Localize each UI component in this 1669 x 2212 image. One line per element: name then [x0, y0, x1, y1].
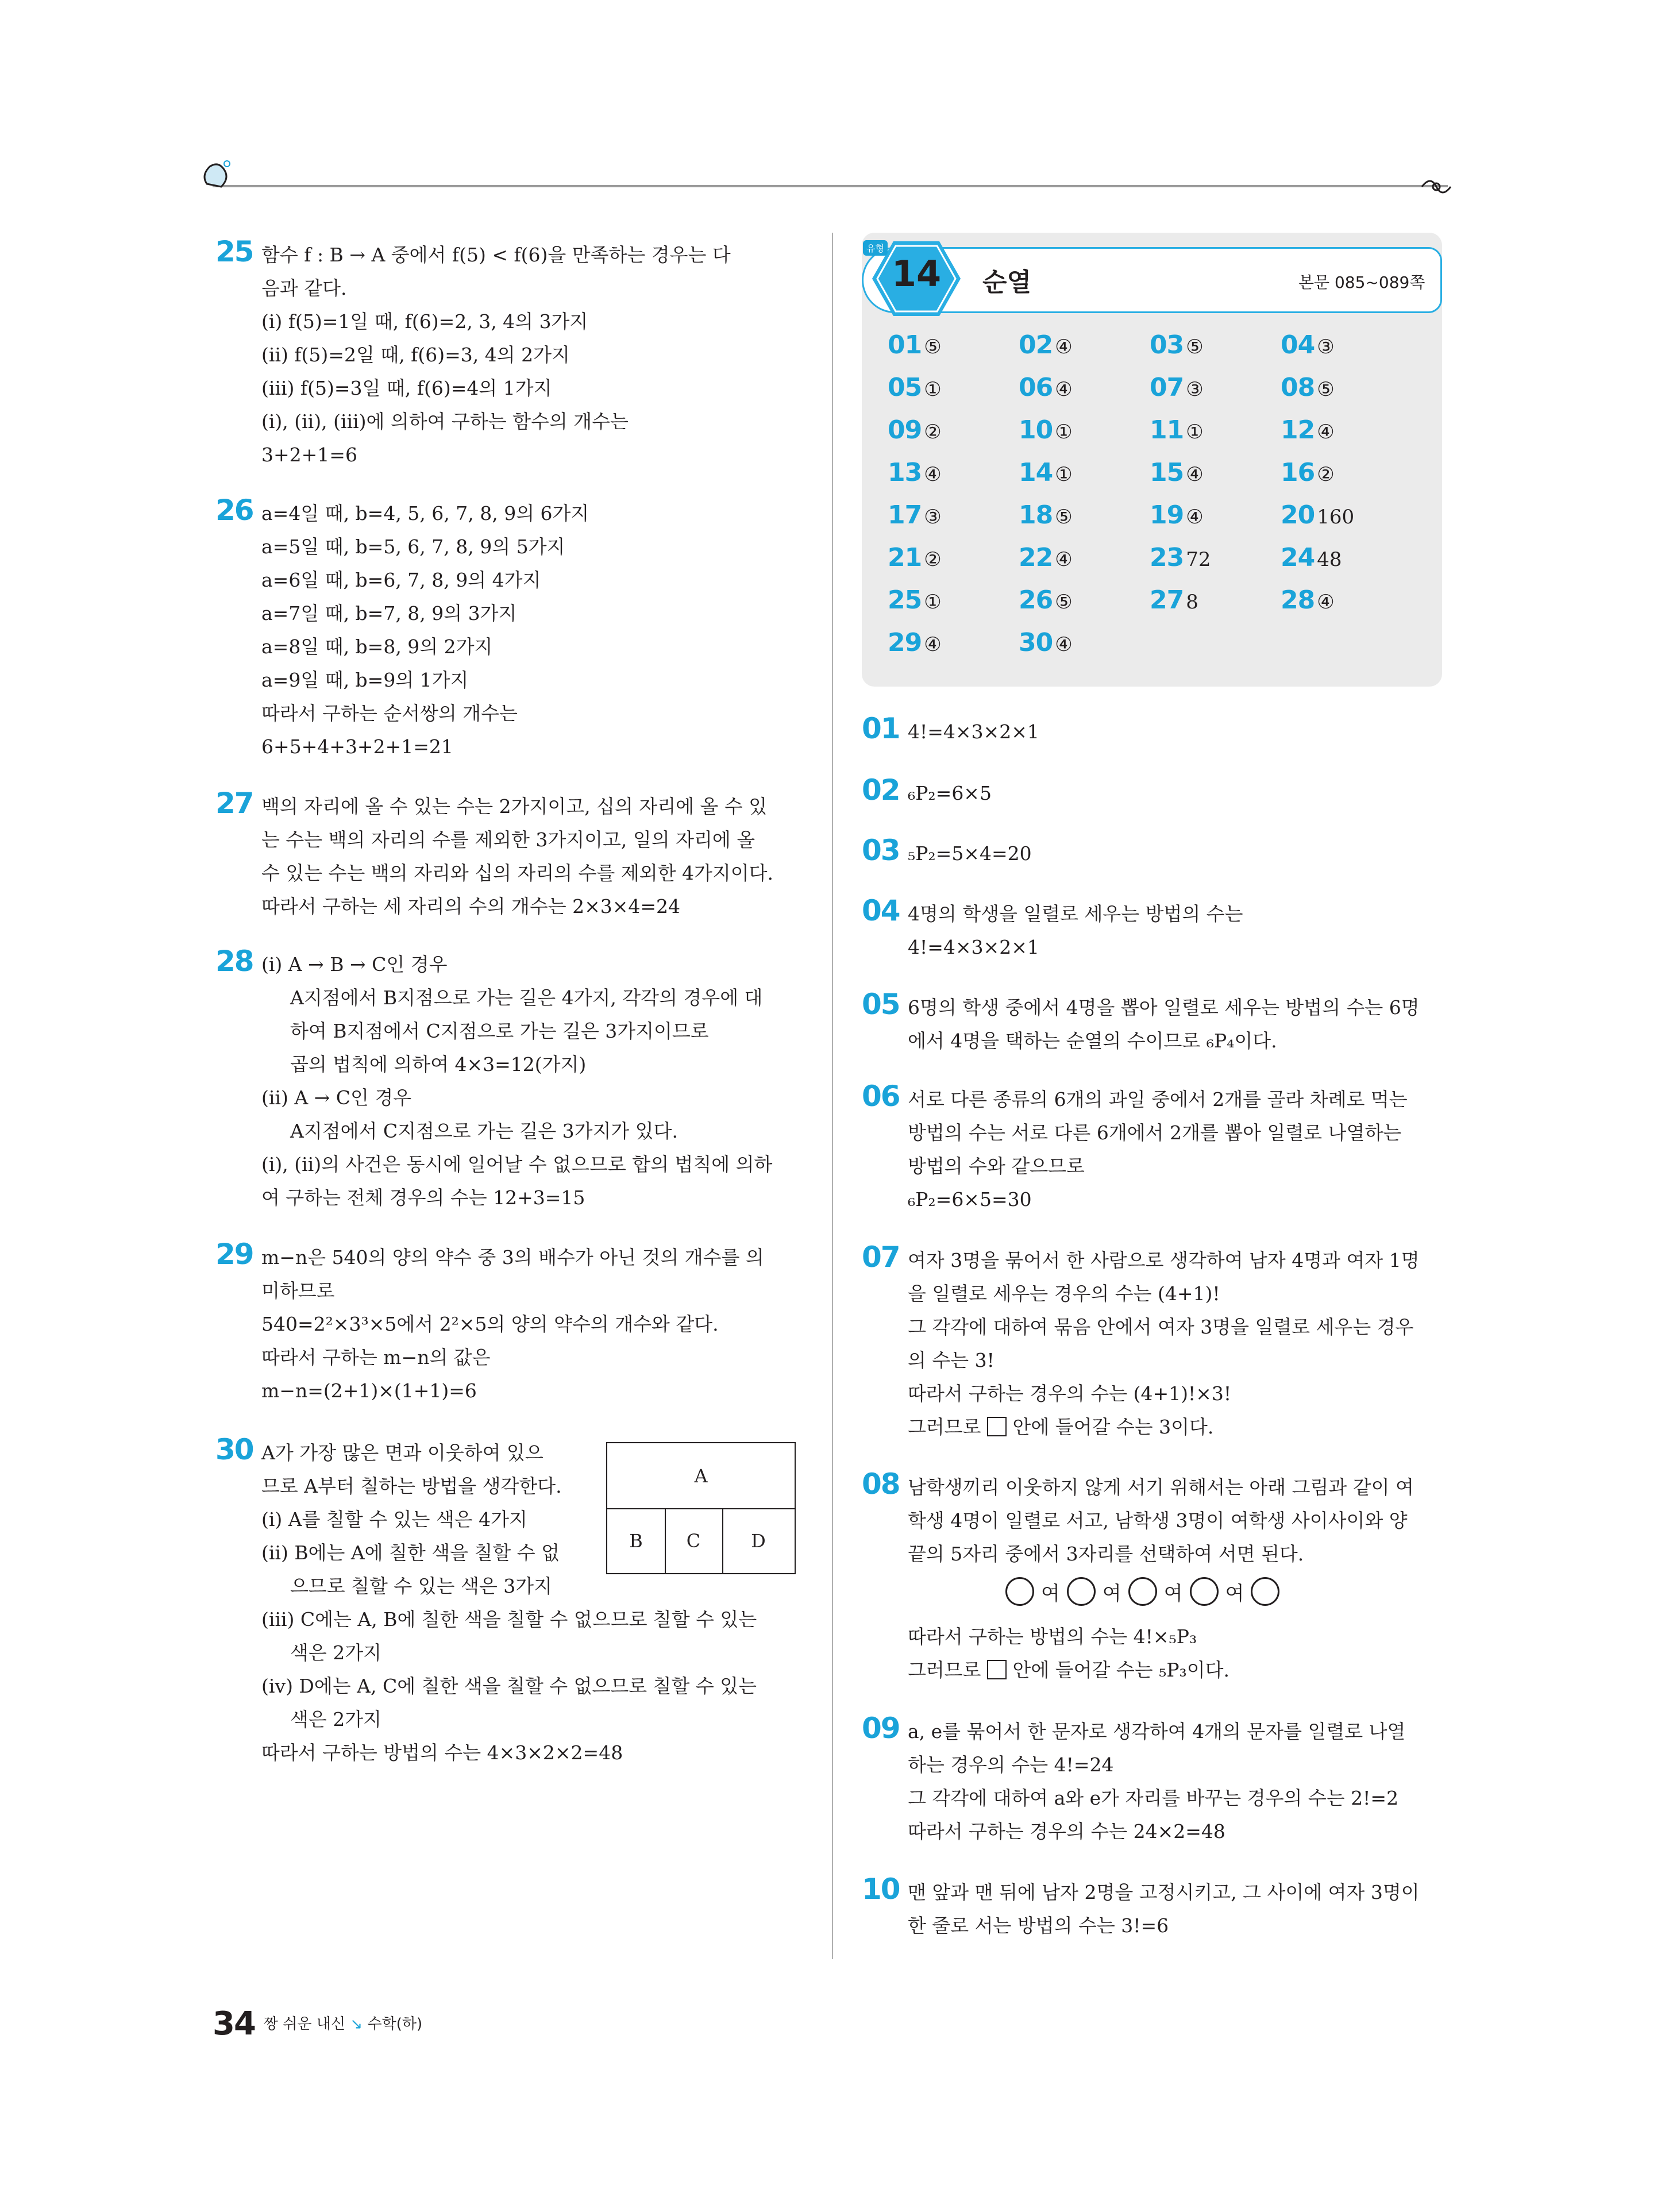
bell-icon: [195, 155, 236, 195]
answer-number: 09: [888, 415, 922, 445]
text-fragment: 그러므로: [908, 1416, 988, 1438]
answer-value: 160: [1317, 506, 1355, 529]
answer-number: 10: [1019, 415, 1053, 445]
text-line: 을 일렬로 세우는 경우의 수는 (4+1)!: [908, 1282, 1220, 1305]
answer-item: [1281, 415, 1335, 458]
answer-number: 29: [888, 628, 922, 657]
answer-number: 30: [1019, 628, 1053, 657]
text-line: (ⅱ) A → C인 경우: [261, 1086, 412, 1109]
answer-value: 72: [1186, 548, 1211, 571]
text-line: 따라서 구하는 경우의 수는 24×2=48: [908, 1820, 1225, 1843]
book-title-suffix: 수학(하): [367, 2016, 423, 2033]
page-footer: [213, 2005, 422, 2043]
text-line: 따라서 구하는 방법의 수는 4!×₅P₃: [908, 1625, 1197, 1648]
answer-item: [888, 628, 942, 670]
unit-badge: 유형: [863, 240, 888, 256]
problem-number: 05: [862, 988, 900, 1021]
problem-number: 27: [215, 787, 253, 820]
problem-number: 07: [862, 1240, 900, 1274]
answer-number: 24: [1281, 543, 1315, 572]
answer-item: [1019, 585, 1073, 628]
answer-value: ⑤: [1055, 506, 1073, 529]
answer-item: [888, 330, 942, 373]
answer-number: 28: [1281, 585, 1315, 615]
answer-number: 14: [1019, 458, 1053, 487]
answer-value: 8: [1186, 591, 1198, 614]
answer-item: [1281, 585, 1335, 628]
answer-number: 27: [1150, 585, 1184, 615]
answer-value: ①: [1055, 421, 1073, 444]
answer-item: [1019, 500, 1073, 543]
text-line: (ⅰ), (ⅱ)의 사건은 동시에 일어날 수 없으므로 합의 법칙에 의하: [261, 1153, 773, 1176]
answer-item: [1281, 500, 1354, 543]
text-line: 따라서 구하는 순서쌍의 개수는: [261, 702, 518, 725]
problem-number: 01: [862, 712, 900, 745]
page-number: 34: [213, 2005, 255, 2043]
text-line: 540=2²×3³×5에서 2²×5의 양의 약수의 개수와 같다.: [261, 1313, 719, 1335]
region-b: B: [607, 1508, 666, 1573]
solution-06: [862, 1080, 1442, 1216]
text-line: (ⅰ) A를 칠할 수 있는 색은 4가지: [261, 1508, 527, 1531]
answer-item: [1150, 373, 1204, 415]
text-line: A가 가장 많은 면과 이웃하여 있으: [261, 1442, 544, 1464]
answer-number: 05: [888, 373, 922, 402]
text-line: 맨 앞과 맨 뒤에 남자 2명을 고정시키고, 그 사이에 여자 3명이: [908, 1881, 1420, 1903]
problem-number: 04: [862, 894, 900, 927]
answer-value: ②: [1317, 463, 1335, 486]
unit-number: 14: [891, 253, 942, 295]
answer-value: ②: [924, 421, 942, 444]
text-line: 음과 같다.: [261, 277, 347, 299]
seat-circle: [1251, 1577, 1279, 1606]
text-line: 의 수는 3!: [908, 1349, 995, 1371]
answer-item: [1150, 458, 1204, 500]
answer-value: 48: [1317, 548, 1342, 571]
text-line: (ⅱ) f(5)=2일 때, f(6)=3, 4의 2가지: [261, 344, 570, 366]
seat-label: 여: [1102, 1582, 1121, 1605]
text-line: (ⅳ) D에는 A, C에 칠한 색을 칠할 수 없으므로 칠할 수 있는: [261, 1675, 757, 1697]
answer-value: ⑤: [924, 336, 942, 359]
answer-item: [1019, 330, 1073, 373]
answer-value: ③: [924, 506, 942, 529]
answer-item: [888, 585, 942, 628]
answer-value: ②: [924, 548, 942, 571]
solution-02: [862, 773, 1442, 810]
answer-item: [1019, 458, 1073, 500]
text-line: a=9일 때, b=9의 1가지: [261, 669, 469, 691]
solution-01: [862, 712, 1442, 749]
text-line: 방법의 수와 같으므로: [908, 1155, 1085, 1177]
answer-number: 06: [1019, 373, 1053, 402]
answer-number: 01: [888, 330, 922, 360]
text-line: a=6일 때, b=6, 7, 8, 9의 4가지: [261, 569, 541, 591]
text-line: (ⅲ) C에는 A, B에 칠한 색을 칠할 수 없으므로 칠할 수 있는: [261, 1608, 757, 1631]
text-line: ₆P₂=6×5: [908, 782, 992, 804]
text-line: 따라서 구하는 m−n의 값은: [261, 1346, 491, 1369]
problem-number: 29: [215, 1238, 253, 1271]
answer-value: ④: [1186, 463, 1204, 486]
book-title-mark: ↘: [350, 2016, 363, 2033]
text-line: a=5일 때, b=5, 6, 7, 8, 9의 5가지: [261, 535, 565, 558]
answer-value: ③: [1186, 378, 1204, 401]
text-line: (ⅲ) f(5)=3일 때, f(6)=4의 1가지: [261, 377, 552, 399]
answer-value: ⑤: [1186, 336, 1204, 359]
text-line: 남학생끼리 이웃하지 않게 서기 위해서는 아래 그림과 같이 여: [908, 1476, 1414, 1498]
answer-item: [1019, 628, 1073, 670]
answer-number: 08: [1281, 373, 1315, 402]
solution-29: [215, 1238, 796, 1408]
answer-value: ⑤: [1055, 591, 1073, 614]
answer-value: ④: [1055, 548, 1073, 571]
answer-number: 02: [1019, 330, 1053, 360]
answer-item: [1281, 330, 1335, 373]
seat-label: 여: [1163, 1582, 1183, 1605]
solution-10: [862, 1872, 1442, 1943]
answer-number: 15: [1150, 458, 1184, 487]
header-rule: [213, 185, 1448, 187]
answer-value: ①: [1186, 421, 1204, 444]
answer-number: 13: [888, 458, 922, 487]
text-line: A지점에서 C지점으로 가는 길은 3가지가 있다.: [290, 1120, 678, 1142]
answer-item: [1150, 585, 1198, 628]
text-line: a=4일 때, b=4, 5, 6, 7, 8, 9의 6가지: [261, 502, 589, 525]
problem-number: 08: [862, 1467, 900, 1501]
seat-label: 여: [1041, 1582, 1060, 1605]
text-line: 그 각각에 대하여 묶음 안에서 여자 3명을 일렬로 세우는 경우: [908, 1316, 1414, 1338]
text-line: 므로 A부터 칠하는 방법을 생각한다.: [261, 1475, 562, 1497]
text-fragment: 그러므로: [908, 1659, 988, 1681]
answer-item: [1281, 458, 1335, 500]
text-line: 3+2+1=6: [261, 444, 357, 466]
answer-value: ①: [1055, 463, 1073, 486]
answer-number: 25: [888, 585, 922, 615]
solution-26: [215, 494, 796, 764]
seat-circle: [1005, 1577, 1034, 1606]
unit-title: 순열: [982, 268, 1032, 297]
answer-item: [888, 458, 942, 500]
unit-page-range: 본문 085~089쪽: [1298, 273, 1425, 292]
answer-number: 20: [1281, 500, 1315, 530]
solution-28: [215, 945, 796, 1215]
text-line: m−n은 540의 양의 약수 중 3의 배수가 아닌 것의 개수를 의: [261, 1246, 764, 1269]
text-line: 한 줄로 서는 방법의 수는 3!=6: [908, 1914, 1169, 1937]
answer-value: ④: [1186, 506, 1204, 529]
text-line: 하여 B지점에서 C지점으로 가는 길은 3가지이므로: [290, 1020, 709, 1042]
text-line: 4명의 학생을 일렬로 세우는 방법의 수는: [908, 903, 1243, 925]
text-line: 색은 2가지: [290, 1641, 381, 1664]
answer-item: [888, 373, 942, 415]
solution-25: [215, 235, 796, 472]
text-line: 는 수는 백의 자리의 수를 제외한 3가지이고, 일의 자리에 올: [261, 828, 756, 851]
column-divider: [832, 233, 833, 1959]
text-line: [908, 1654, 1442, 1687]
text-line: (ⅱ) B에는 A에 칠한 색을 칠할 수 없: [261, 1542, 560, 1564]
text-line: A지점에서 B지점으로 가는 길은 4가지, 각각의 경우에 대: [290, 986, 763, 1009]
blank-box: [987, 1417, 1007, 1436]
answer-item: [1150, 500, 1204, 543]
text-line: (ⅰ) A → B → C인 경우: [261, 953, 448, 976]
text-line: 백의 자리에 올 수 있는 수는 2가지이고, 십의 자리에 올 수 있: [261, 795, 768, 818]
answer-number: 21: [888, 543, 922, 572]
answer-item: [1019, 373, 1073, 415]
text-line: 으므로 칠할 수 있는 색은 3가지: [290, 1575, 552, 1597]
text-line: ₅P₂=5×4=20: [908, 842, 1032, 865]
answer-value: ④: [924, 463, 942, 486]
answer-item: [888, 500, 942, 543]
answer-value: ③: [1317, 336, 1335, 359]
answer-item: [888, 543, 942, 585]
answer-value: ④: [1055, 336, 1073, 359]
answer-number: 16: [1281, 458, 1315, 487]
book-title: [264, 2016, 422, 2033]
answer-number: 22: [1019, 543, 1053, 572]
answer-value: ①: [924, 378, 942, 401]
text-line: 6명의 학생 중에서 4명을 뽑아 일렬로 세우는 방법의 수는 6명: [908, 996, 1420, 1019]
ribbon-icon: [1419, 172, 1454, 201]
text-line: (ⅰ), (ⅱ), (ⅲ)에 의하여 구하는 함수의 개수는: [261, 410, 629, 433]
seat-circle: [1067, 1577, 1096, 1606]
answer-item: [1150, 543, 1211, 585]
answer-item: [1281, 543, 1342, 585]
text-line: 따라서 구하는 방법의 수는 4×3×2×2=48: [261, 1741, 623, 1764]
answer-item: [1019, 415, 1073, 458]
problem-number: 28: [215, 945, 253, 978]
text-line: [908, 1411, 1442, 1444]
solution-08: [862, 1467, 1442, 1571]
text-line: 방법의 수는 서로 다른 6개에서 2개를 뽑아 일렬로 나열하는: [908, 1122, 1402, 1144]
problem-number: 03: [862, 834, 900, 867]
answer-number: 19: [1150, 500, 1184, 530]
text-line: (ⅰ) f(5)=1일 때, f(6)=2, 3, 4의 3가지: [261, 310, 588, 333]
text-line: 색은 2가지: [290, 1708, 381, 1731]
solution-07: [862, 1240, 1442, 1444]
answer-number: 18: [1019, 500, 1053, 530]
text-line: 여 구하는 전체 경우의 수는 12+3=15: [261, 1186, 585, 1209]
problem-number: 10: [862, 1872, 900, 1906]
region-d: D: [751, 1529, 766, 1552]
answer-item: [1019, 543, 1073, 585]
seating-diagram: [1005, 1577, 1279, 1606]
answer-number: 04: [1281, 330, 1315, 360]
text-line: m−n=(2+1)×(1+1)=6: [261, 1379, 477, 1402]
text-line: 학생 4명이 일렬로 서고, 남학생 3명이 여학생 사이사이와 양: [908, 1509, 1408, 1532]
text-line: ₆P₂=6×5=30: [908, 1188, 1032, 1211]
text-line: 에서 4명을 택하는 순열의 수이므로 ₆P₄이다.: [908, 1030, 1277, 1052]
answer-value: ⑤: [1317, 378, 1335, 401]
text-fragment: 안에 들어갈 수는 3이다.: [1007, 1416, 1214, 1438]
answer-item: [1281, 373, 1335, 415]
text-line: 따라서 구하는 세 자리의 수의 개수는 2×3×4=24: [261, 895, 681, 918]
region-a: A: [607, 1443, 795, 1509]
seat-label: 여: [1225, 1582, 1244, 1605]
text-line: 서로 다른 종류의 6개의 과일 중에서 2개를 골라 차례로 먹는: [908, 1088, 1408, 1111]
solution-08-continued: [908, 1620, 1442, 1687]
answer-item: [888, 415, 942, 458]
answer-value: ④: [924, 633, 942, 656]
text-line: 하는 경우의 수는 4!=24: [908, 1754, 1114, 1776]
answer-number: 23: [1150, 543, 1184, 572]
blank-box: [987, 1660, 1007, 1679]
text-line: a=8일 때, b=8, 9의 2가지: [261, 635, 493, 658]
text-line: 여자 3명을 묶어서 한 사람으로 생각하여 남자 4명과 여자 1명: [908, 1249, 1420, 1271]
solution-03: [862, 834, 1442, 870]
problem-number: 09: [862, 1712, 900, 1745]
text-line: 4!=4×3×2×1: [908, 936, 1039, 958]
answer-number: 17: [888, 500, 922, 530]
answer-number: 03: [1150, 330, 1184, 360]
region-c: C: [665, 1508, 723, 1573]
text-line: 곱의 법칙에 의하여 4×3=12(가지): [290, 1053, 587, 1076]
answer-number: 11: [1150, 415, 1184, 445]
text-fragment: 안에 들어갈 수는 ₅P₃이다.: [1007, 1659, 1230, 1681]
solution-09: [862, 1712, 1442, 1848]
seat-circle: [1128, 1577, 1157, 1606]
solution-05: [862, 988, 1442, 1058]
text-line: 미하므로: [261, 1280, 335, 1302]
answer-value: ①: [924, 591, 942, 614]
answer-value: ④: [1317, 591, 1335, 614]
answer-value: ④: [1055, 378, 1073, 401]
answer-value: ④: [1317, 421, 1335, 444]
problem-number: 06: [862, 1080, 900, 1113]
solution-04: [862, 894, 1442, 964]
answer-item: [1150, 415, 1204, 458]
seat-circle: [1190, 1577, 1219, 1606]
solution-27: [215, 787, 796, 923]
answer-number: 12: [1281, 415, 1315, 445]
text-line: 수 있는 수는 백의 자리와 십의 자리의 수를 제외한 4가지이다.: [261, 862, 773, 884]
problem-number: 02: [862, 773, 900, 807]
answer-item: [1150, 330, 1204, 373]
text-line: 6+5+4+3+2+1=21: [261, 735, 453, 758]
problem-number: 26: [215, 494, 253, 527]
text-line: a=7일 때, b=7, 8, 9의 3가지: [261, 602, 517, 625]
problem-number: 30: [215, 1433, 253, 1466]
text-line: 따라서 구하는 경우의 수는 (4+1)!×3!: [908, 1382, 1232, 1405]
book-title-prefix: 짱 쉬운 내신: [264, 2016, 346, 2033]
answer-value: ④: [1055, 633, 1073, 656]
text-line: 함수 f : B → A 중에서 f(5) < f(6)을 만족하는 경우는 다: [261, 244, 731, 266]
problem-number: 25: [215, 235, 253, 268]
text-line: a, e를 묶어서 한 문자로 생각하여 4개의 문자를 일렬로 나열: [908, 1720, 1406, 1743]
text-line: 4!=4×3×2×1: [908, 720, 1039, 743]
answer-number: 07: [1150, 373, 1184, 402]
text-line: 끝의 5자리 중에서 3자리를 선택하여 서면 된다.: [908, 1543, 1304, 1565]
answer-number: 26: [1019, 585, 1053, 615]
text-line: 그 각각에 대하여 a와 e가 자리를 바꾸는 경우의 수는 2!=2: [908, 1787, 1399, 1809]
region-diagram: [606, 1442, 796, 1574]
